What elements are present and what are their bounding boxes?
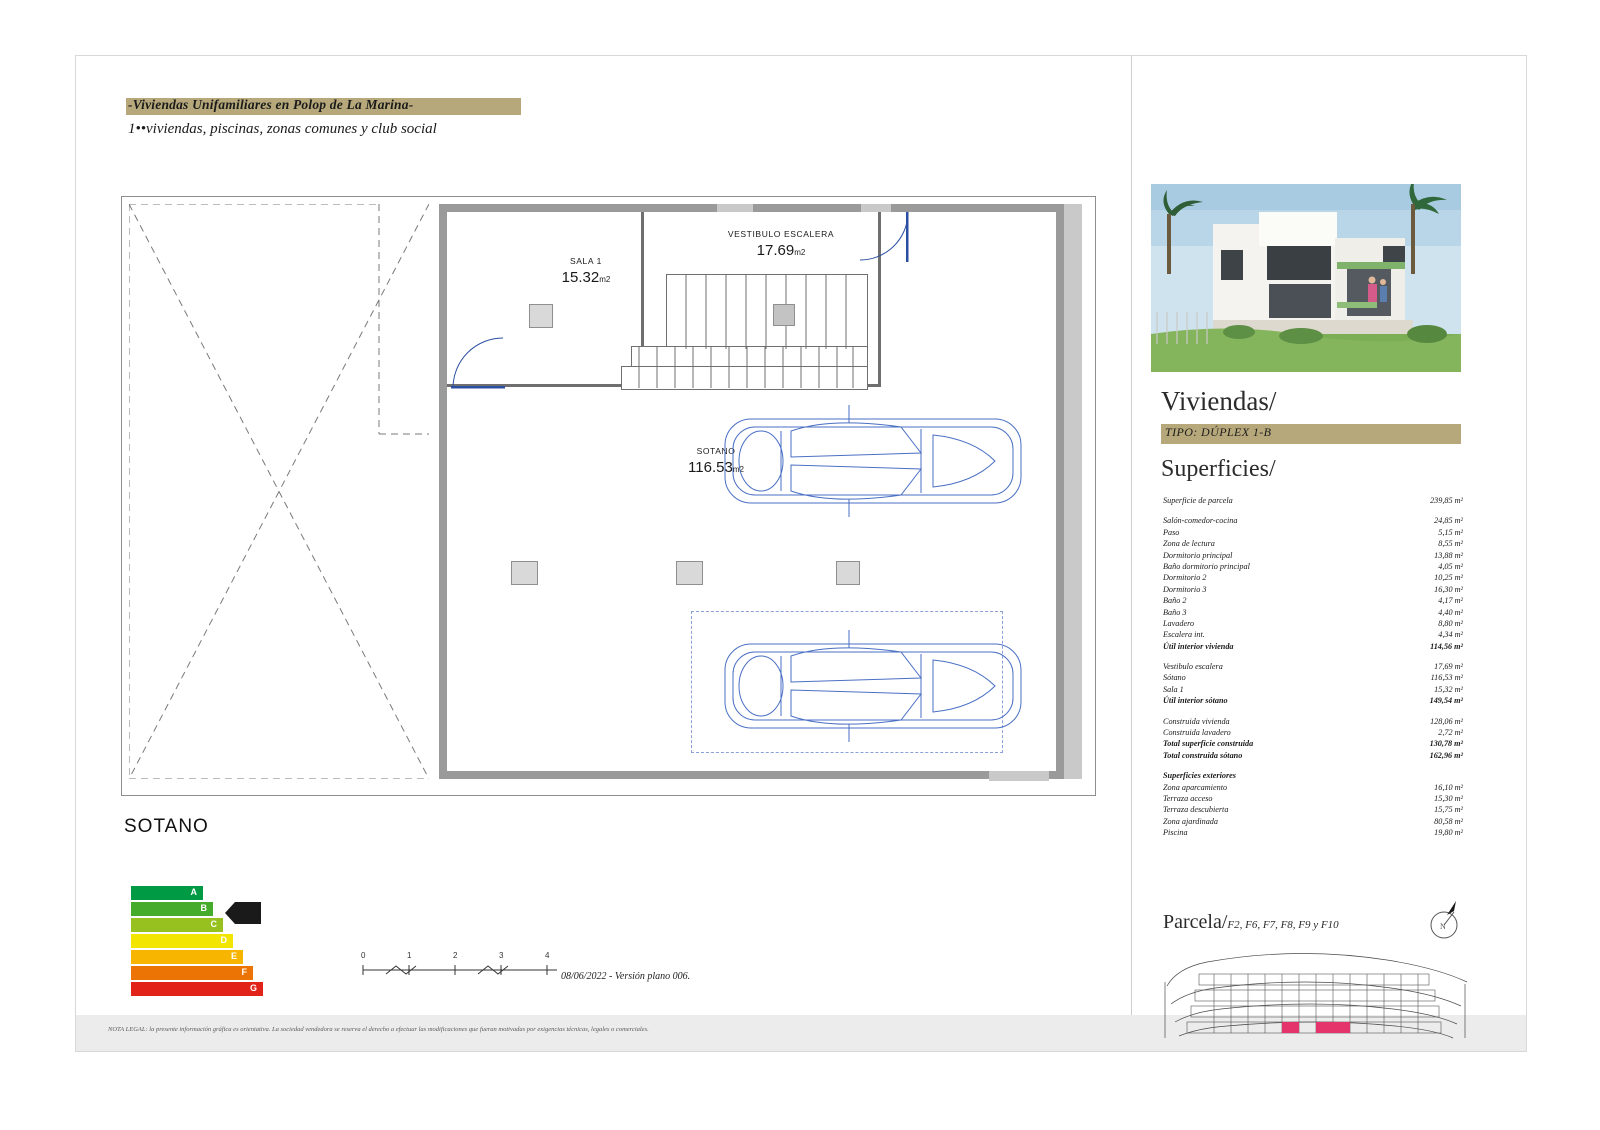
- svg-text:N: N: [1440, 922, 1446, 931]
- door-arc-sala1: [451, 336, 511, 391]
- wall-bottom: [439, 771, 1064, 779]
- energy-class-a: A: [131, 886, 203, 900]
- table-row: Piscina 19,80 m²: [1163, 828, 1463, 838]
- house-render-image: [1151, 184, 1461, 372]
- parcela-list: F2, F6, F7, F8, F9 y F10: [1227, 919, 1339, 931]
- column-3: [676, 561, 703, 585]
- wall-outer-right-bottom: [1064, 744, 1082, 779]
- plan-sheet: [75, 55, 1527, 1052]
- table-row: Zona de lectura 8,55 m²: [1163, 539, 1463, 549]
- project-title: -Viviendas Unifamiliares en Polop de La Marina-: [128, 97, 414, 112]
- car-drawing-2: [721, 626, 1026, 746]
- table-row: Baño dormitorio principal 4,05 m²: [1163, 561, 1463, 571]
- room-label-vestibulo: VESTIBULO ESCALERA 17.69m2: [727, 229, 835, 259]
- car-drawing-1: [721, 401, 1026, 521]
- table-row: Sótano 116,53 m²: [1163, 673, 1463, 683]
- table-row: Baño 2 4,17 m²: [1163, 596, 1463, 606]
- window-top-1: [717, 204, 753, 212]
- energy-class-f: F: [131, 966, 253, 980]
- table-row-total: Útil interior vivienda 114,56 m²: [1163, 641, 1463, 651]
- table-row: Baño 3 4,40 m²: [1163, 607, 1463, 617]
- table-row: Zona ajardinada 80,58 m²: [1163, 816, 1463, 826]
- column-2: [511, 561, 538, 585]
- table-row: Sala 1 15,32 m²: [1163, 684, 1463, 694]
- section-title-viviendas: Viviendas/: [1161, 386, 1277, 416]
- sheet-frame: [76, 56, 1526, 1051]
- table-subheader: Superficies exteriores: [1163, 771, 1236, 781]
- info-column: [1151, 56, 1526, 1051]
- table-row: Zona aparcamiento 16,10 m²: [1163, 782, 1463, 792]
- table-row: Paso 5,15 m²: [1163, 527, 1463, 537]
- table-row: Construida vivienda 128,06 m²: [1163, 716, 1463, 726]
- table-row: Terraza acceso 15,30 m²: [1163, 793, 1463, 803]
- stair-landing-marker: [773, 304, 795, 326]
- wall-outer-right-top: [1064, 204, 1082, 324]
- column-1: [529, 304, 553, 328]
- project-subtitle: 1••viviendas, piscinas, zonas comunes y club social: [128, 121, 437, 137]
- scale-bar: [361, 951, 691, 987]
- section-title-superficies: Superficies/: [1161, 456, 1276, 482]
- plot-outline-dashed: [129, 204, 429, 779]
- column-divider: [1131, 56, 1132, 1051]
- table-row-total: Útil interior sótano 149,54 m²: [1163, 696, 1463, 706]
- scale-ticks: 0 1 2 3 4: [361, 951, 550, 960]
- floor-plan-drawing: [121, 196, 1096, 796]
- table-row: Terraza descubierta 15,75 m²: [1163, 805, 1463, 815]
- surface-table: [1163, 496, 1463, 840]
- stair-treads-upper: [666, 274, 866, 349]
- energy-class-e: E: [131, 950, 243, 964]
- wall-outer-right-door: [1064, 524, 1082, 554]
- site-plan-map: [1159, 946, 1474, 1041]
- legal-note: NOTA LEGAL: la presente información gráfica es orientativa. La sociedad vendedora se reserva el derecho a efectuar las modificaciones que fueran motivadas por exigencias técnicas, legales o comerciales.: [108, 1026, 649, 1033]
- table-row: Dormitorio principal 13,88 m²: [1163, 550, 1463, 560]
- energy-class-d: D: [131, 934, 233, 948]
- table-row-total: Total superficie construida 130,78 m²: [1163, 739, 1463, 749]
- table-row: Vestibulo escalera 17,69 m²: [1163, 662, 1463, 672]
- wall-outer-right-low: [1064, 554, 1082, 744]
- table-row: Construida lavadero 2,72 m²: [1163, 728, 1463, 738]
- table-row: Lavadero 8,80 m²: [1163, 618, 1463, 628]
- energy-selected-arrow-icon: [223, 900, 263, 926]
- energy-class-b: B: [131, 902, 213, 916]
- tipo-label: TIPO: DÚPLEX 1-B: [1165, 425, 1272, 439]
- energy-rating-label: [131, 886, 321, 998]
- garage-door: [989, 771, 1049, 781]
- wall-outer-right-mid: [1064, 324, 1082, 524]
- parcela-heading: [1163, 911, 1339, 934]
- stair-treads-lower: [621, 346, 866, 388]
- table-row: Superficie de parcela 239,85 m²: [1163, 496, 1463, 505]
- floor-name-label: SOTANO: [124, 816, 209, 837]
- plan-version-text: 08/06/2022 - Versión plano 006.: [561, 971, 691, 982]
- table-row: Dormitorio 3 16,30 m²: [1163, 584, 1463, 594]
- room-label-sotano: SOTANO 116.53m2: [688, 446, 744, 476]
- north-arrow-icon: [1423, 899, 1465, 941]
- energy-class-g: G: [131, 982, 263, 996]
- parcela-title: Parcela/: [1163, 911, 1228, 933]
- table-row-total: Total construida sótano 162,96 m²: [1163, 750, 1463, 760]
- wall-left: [439, 204, 447, 779]
- table-row: Escalera int. 4,34 m²: [1163, 630, 1463, 640]
- table-row: Dormitorio 2 10,25 m²: [1163, 573, 1463, 583]
- room-label-sala1: SALA 1 15.32m2: [561, 256, 611, 286]
- energy-class-c: C: [131, 918, 223, 932]
- scale-graphic: [361, 963, 561, 977]
- table-row: Salón-comedor-cocina 24,85 m²: [1163, 516, 1463, 526]
- column-4: [836, 561, 860, 585]
- window-top-2: [861, 204, 891, 212]
- wall-right: [1056, 204, 1064, 779]
